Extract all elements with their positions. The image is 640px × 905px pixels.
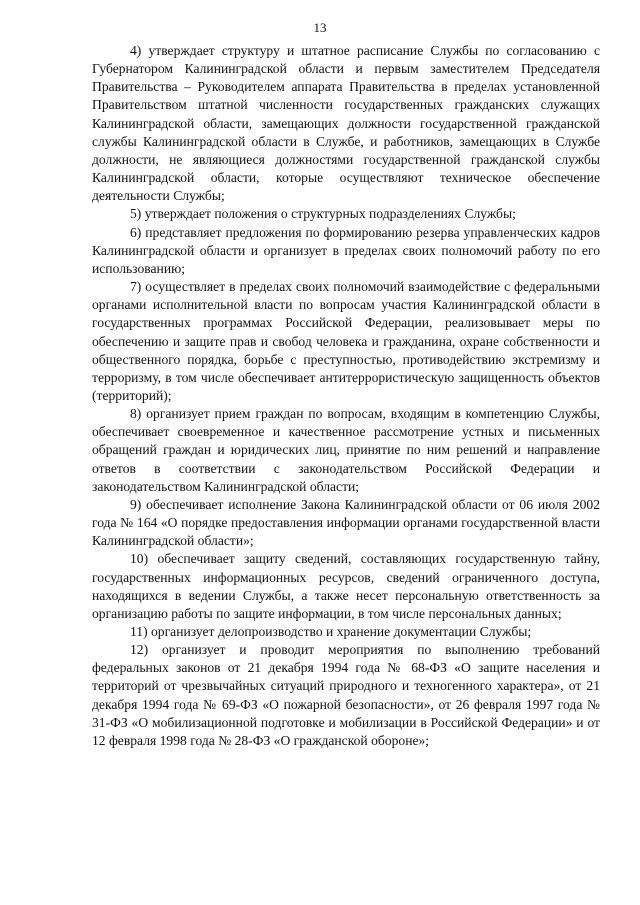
paragraph-item-11: 11) организует делопроизводство и хранение документации Службы;	[130, 624, 532, 639]
paragraph-item-8: 8) организует прием граждан по вопросам, входящим в компетенцию Службы, обеспечивает своевременное и качественное рассмотрение устных и письменных обращений граждан и юридических лиц, принятие по ним решений и направление ответов в соответствии с законодательством Российской Федерации и законодательством Калининградской области;	[92, 406, 600, 494]
paragraph-item-4: 4) утверждает структуру и штатное расписание Службы по согласованию с Губернатором Калининградской области и первым заместителем Председателя Правительства – Руководителем аппарата Правительства в пределах установленной Правительством штатной численности государственных гражданских служащих Калининградской области, замещающих должности государственной гражданской службы Калининградской области в Службе, и работников, замещающих в Службе должности, не являющиеся должностями государственной гражданской службы Калининградской области, которые осуществляют техническое обеспечение деятельности Службы;	[92, 43, 600, 204]
paragraph-item-12: 12) организует и проводит мероприятия по выполнению требований федеральных законов от 21 декабря 1994 года № 68-ФЗ «О защите населения и территорий от чрезвычайных ситуаций природного и техногенного характера», от 21 декабря 1994 года № 69-ФЗ «О пожарной безопасности», от 26 февраля 1997 года № 31-ФЗ «О мобилизационной подготовке и мобилизации в Российской Федерации» и от 12 февраля 1998 года № 28-ФЗ «О гражданской обороне»;	[92, 642, 600, 748]
paragraph-item-7: 7) осуществляет в пределах своих полномочий взаимодействие с федеральными органами исполнительной власти по вопросам участия Калининградской области в государственных программах Российской Федерации, реализовывает меры по обеспечению и защите прав и свобод человека и гражданина, охране собственности и общественного порядка, борьбе с преступностью, противодействию экстремизму и терроризму, в том числе обеспечивает антитеррористическую защищенность объектов (территорий);	[92, 279, 600, 403]
document-body	[92, 42, 600, 750]
paragraph-item-5: 5) утверждает положения о структурных подразделениях Службы;	[130, 206, 516, 222]
paragraph-item-10: 10) обеспечивает защиту сведений, составляющих государственную тайну, государственных информационных ресурсов, сведений ограниченного доступа, находящихся в ведении Службы, а также несет персональную ответственность за организацию работы по защите информации, в том числе персональных данных;	[92, 551, 600, 621]
paragraph-item-6: 6) представляет предложения по формированию резерва управленческих кадров Калининградской области и организует в пределах своих полномочий работу по его использованию;	[92, 224, 600, 276]
paragraph-item-9: 9) обеспечивает исполнение Закона Калининградской области от 06 июля 2002 года № 164 «О порядке предоставления информации органами государственной власти Калининградской области»;	[92, 496, 600, 549]
page-number: 13	[313, 20, 327, 35]
